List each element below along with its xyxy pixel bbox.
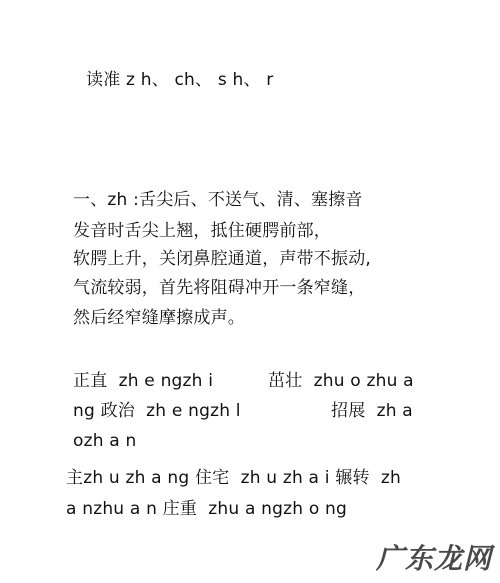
example-zhengzhi: 正直 zh e ngzh i [73, 371, 214, 391]
paragraph-line-3: 软腭上升，关闭鼻腔通道，声带不振动, [73, 249, 372, 269]
paragraph-line-4: 气流较弱，首先将阻碍冲开一条窄缝， [73, 278, 366, 298]
paragraph-line-2: 发音时舌尖上翘，抵住硬腭前部， [73, 221, 331, 241]
example-zhengzhi-2: ng 政治 zh e ngzh l [73, 401, 241, 421]
document-title: 读准 z h、 ch、 s h、 r [86, 70, 274, 90]
example-line-zhuzhai: 主zh u zh a ng 住宅 zh u zh a i 辗转 zh [66, 468, 402, 488]
example-line-zhuangzhong: a nzhu a n 庄重 zhu a ngzh o ng [66, 499, 348, 519]
watermark-logo: 广东龙网 [375, 542, 492, 575]
example-zhaozhan: 招展 zh a [331, 401, 413, 421]
paragraph-line-1: 一、zh :舌尖后、不送气、清、塞擦音 [73, 190, 363, 210]
paragraph-line-5: 然后经窄缝摩擦成声。 [73, 308, 245, 328]
example-zhaozhan-cont: ozh a n [73, 431, 137, 451]
example-zhuozhuang: 茁壮 zhu o zhu a [268, 371, 414, 391]
